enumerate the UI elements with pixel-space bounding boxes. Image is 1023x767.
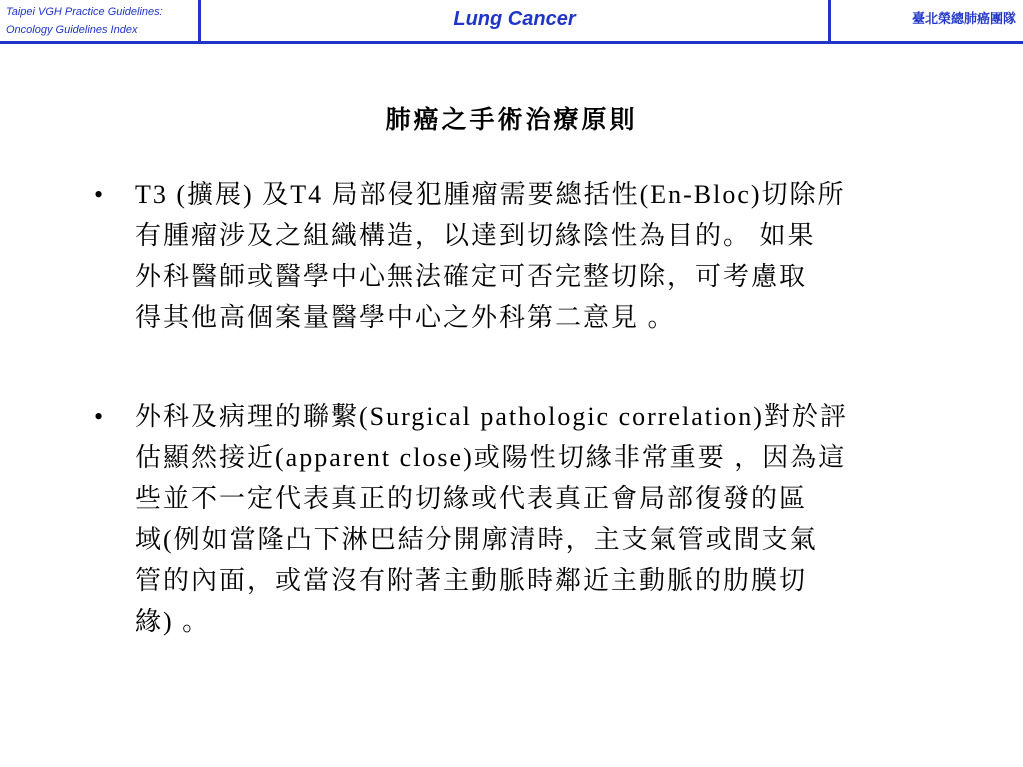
bullet-marker: • xyxy=(94,180,104,209)
bullet-line: 些並不一定代表真正的切緣或代表真正會局部復發的區 xyxy=(135,484,808,513)
bullet-line: 估顯然接近(apparent close)或陽性切緣非常重要 ，因為這 xyxy=(135,443,847,472)
bullet-marker: • xyxy=(94,402,104,431)
bullet-line: T3 (擴展) 及T4 局部侵犯腫瘤需要總括性(En-Bloc)切除所 xyxy=(135,180,846,209)
bullet-line: 得其他高個案量醫學中心之外科第二意見 。 xyxy=(135,303,676,332)
slide-title: 肺癌之手術治療原則 xyxy=(385,105,638,134)
header-guidelines-line2: Oncology Guidelines Index xyxy=(6,24,138,36)
bullet-line: 有腫瘤涉及之組織構造，以達到切緣陰性為目的。 如果 xyxy=(135,221,816,250)
header-guidelines-line1: Taipei VGH Practice Guidelines: xyxy=(6,6,163,18)
bullet-line: 管的內面，或當沒有附著主動脈時鄰近主動脈的肋膜切 xyxy=(135,566,808,595)
header-title: Lung Cancer xyxy=(453,8,576,30)
bullet-line: 域(例如當隆凸下淋巴結分開廓清時，主支氣管或間支氣 xyxy=(135,525,818,554)
bullet-line: 外科醫師或醫學中心無法確定可否完整切除，可考慮取 xyxy=(135,262,808,291)
bullet-line: 外科及病理的聯繫(Surgical pathologic correlation)對於評 xyxy=(135,402,848,431)
header-team-name: 臺北榮總肺癌團隊 xyxy=(911,12,1016,27)
bullet-item xyxy=(135,396,975,642)
bullet-line: 緣) 。 xyxy=(135,607,211,636)
bullet-item xyxy=(135,174,975,338)
